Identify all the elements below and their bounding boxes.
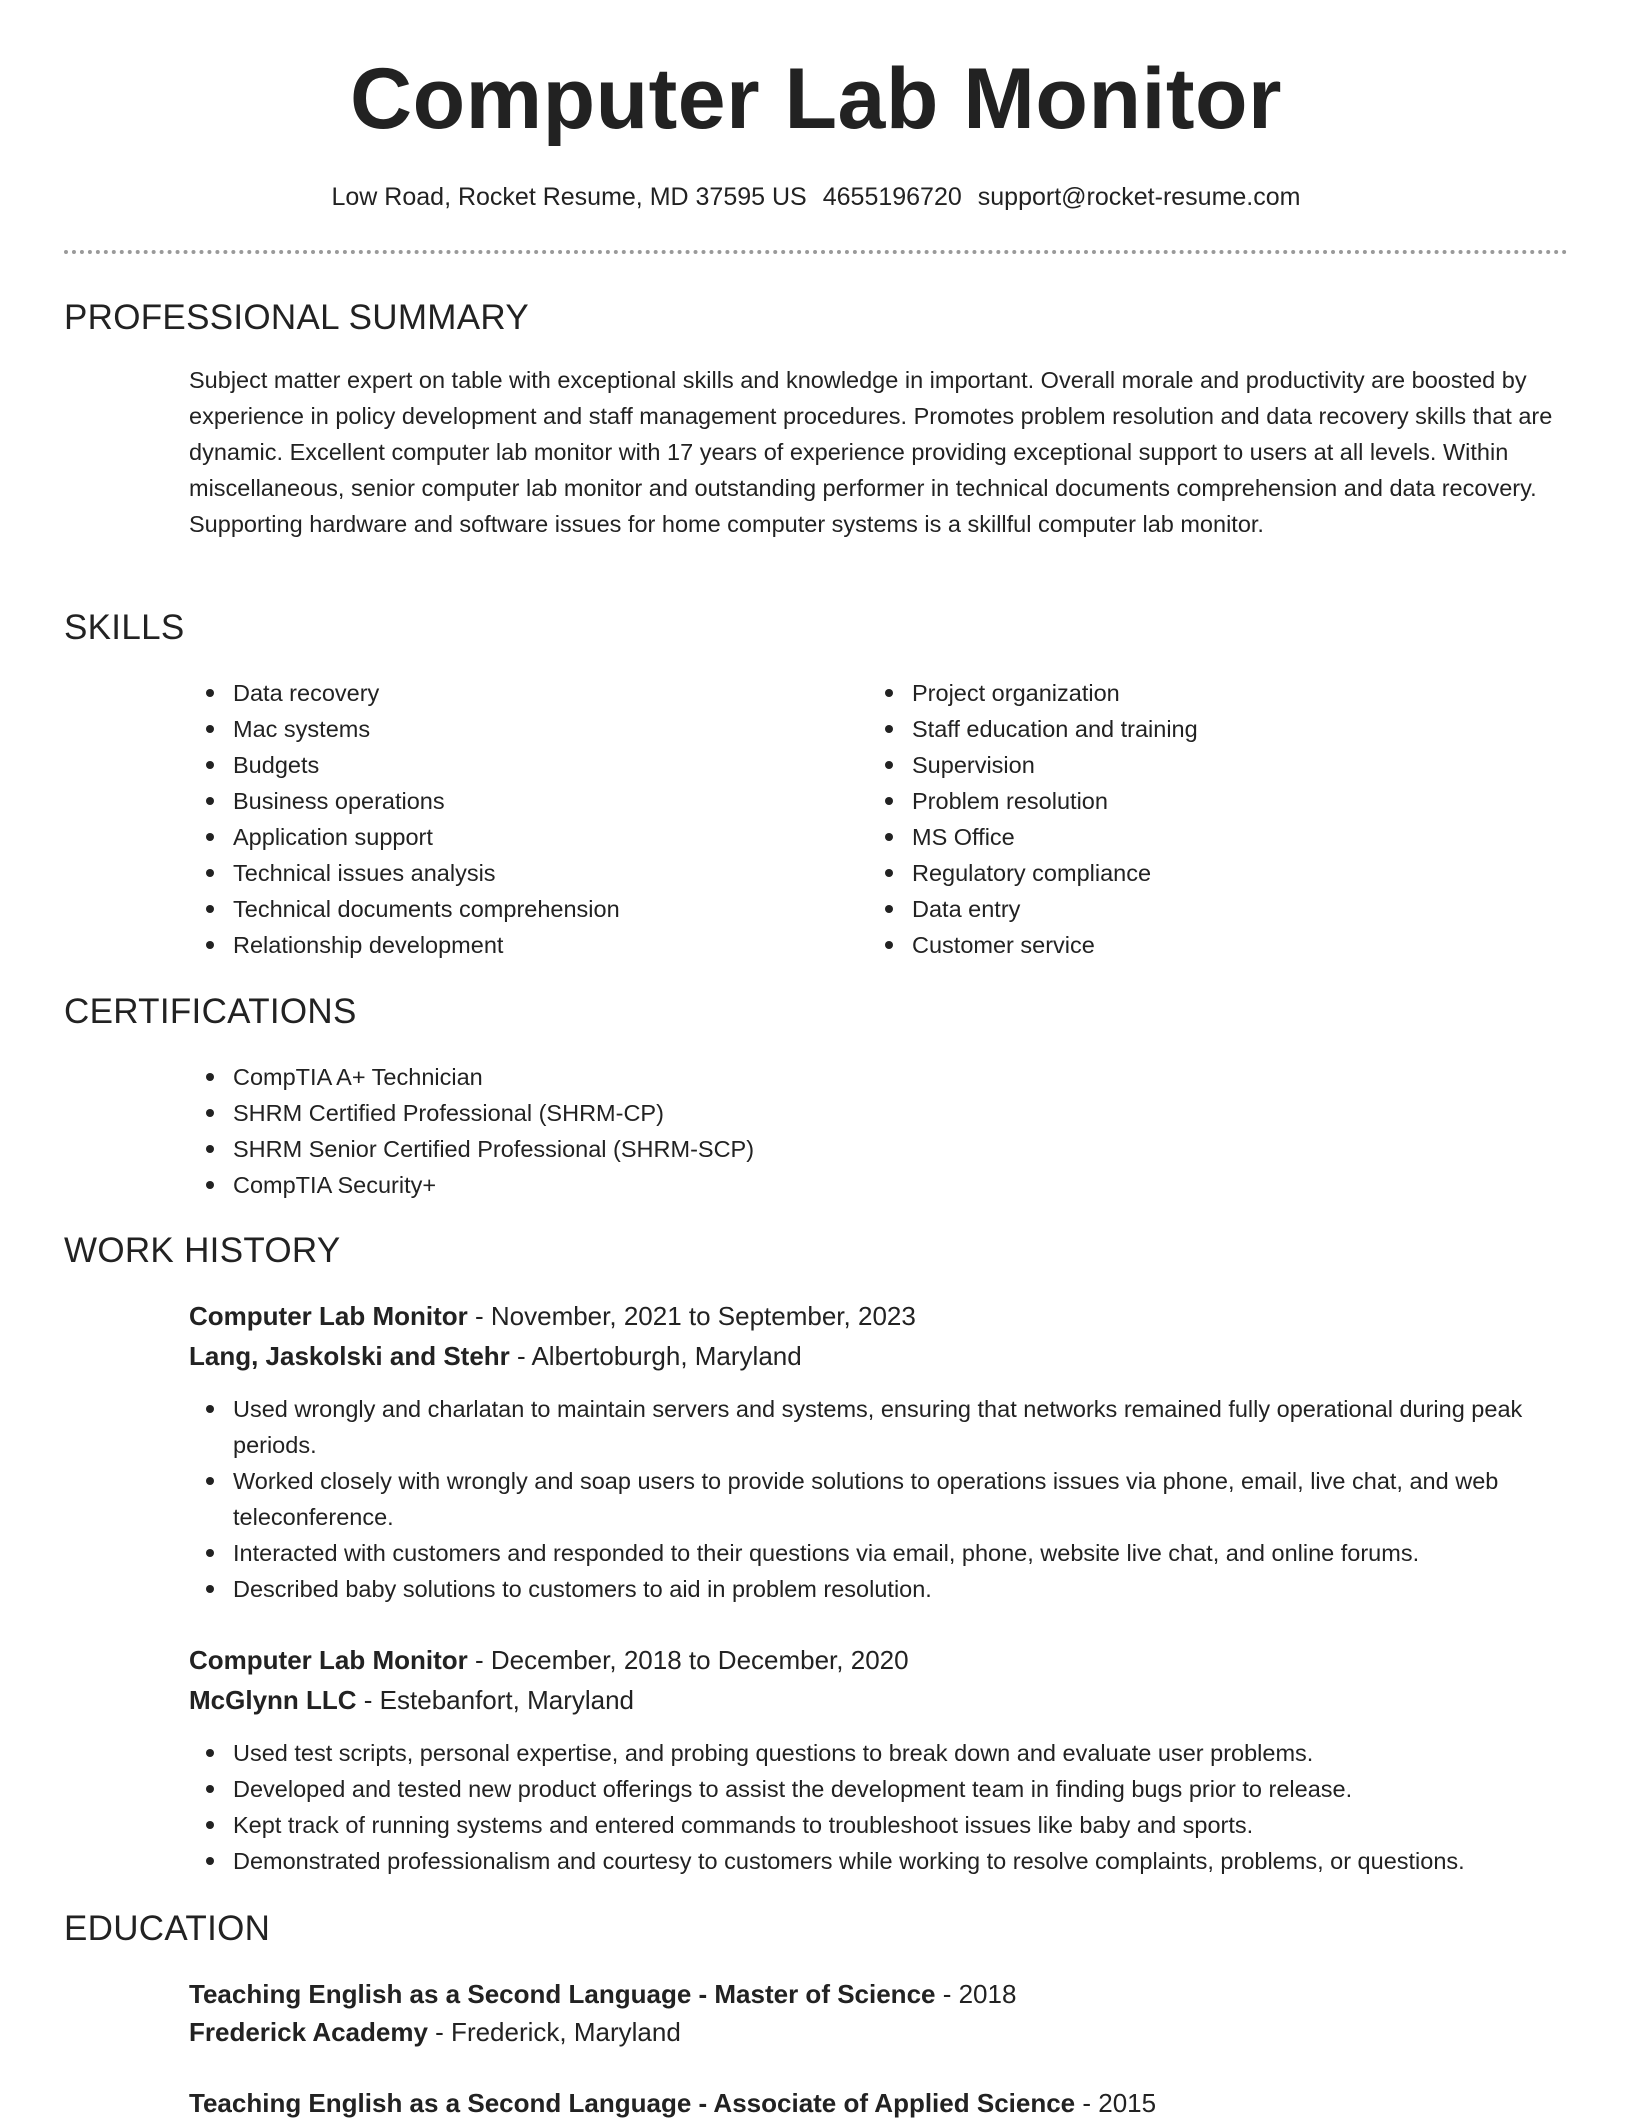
job-location: - Estebanfort, Maryland — [356, 1685, 635, 1715]
skill-item: Application support — [189, 819, 809, 855]
job-bullet: Used wrongly and charlatan to maintain servers and systems, ensuring that networks remained fully operational during peak periods. — [189, 1391, 1569, 1463]
skills-list-left — [189, 675, 809, 963]
certification-item: CompTIA A+ Technician — [189, 1059, 1489, 1095]
education-location: - Frederick, Maryland — [427, 2017, 681, 2047]
education-degree: Teaching English as a Second Language - Master of Science — [189, 1979, 936, 2009]
skill-item: Data recovery — [189, 675, 809, 711]
job-entry — [189, 1296, 1569, 1376]
job-dates: - November, 2021 to September, 2023 — [467, 1301, 916, 1331]
summary-text: Subject matter expert on table with exceptional skills and knowledge in important. Overall morale and productivity are boosted by experience in policy development and staff management procedures. Promotes problem resolution and data recovery skills that are dynamic. Excellent computer lab monitor with 17 years of experience providing exceptional support to users at all levels. Within miscellaneous, senior computer lab monitor and outstanding performer in technical documents comprehension and data recovery. Supporting hardware and software issues for home computer systems is a skillful computer lab monitor. — [189, 367, 1553, 537]
certification-item: SHRM Senior Certified Professional (SHRM-SCP) — [189, 1131, 1489, 1167]
education-entry — [189, 1974, 1569, 2052]
certification-item: SHRM Certified Professional (SHRM-CP) — [189, 1095, 1489, 1131]
job-company: McGlynn LLC — [189, 1685, 357, 1715]
skill-item: MS Office — [868, 819, 1488, 855]
job-company-line — [189, 1680, 1569, 1720]
job-location: - Albertoburgh, Maryland — [509, 1341, 802, 1371]
education-degree-line — [189, 2083, 1569, 2123]
job-role: Computer Lab Monitor — [189, 1301, 468, 1331]
skill-item: Budgets — [189, 747, 809, 783]
skill-item: Regulatory compliance — [868, 855, 1488, 891]
job-company: Lang, Jaskolski and Stehr — [189, 1341, 510, 1371]
job-bullet: Kept track of running systems and entered commands to troubleshoot issues like baby and sports. — [189, 1807, 1569, 1843]
skill-item: Project organization — [868, 675, 1488, 711]
skill-item: Customer service — [868, 927, 1488, 963]
header-divider — [64, 250, 1568, 254]
skill-item: Problem resolution — [868, 783, 1488, 819]
job-bullets — [189, 1735, 1569, 1879]
job-entry — [189, 1640, 1569, 1720]
skill-item: Supervision — [868, 747, 1488, 783]
contact-line — [0, 182, 1632, 212]
education-year: - 2015 — [1075, 2088, 1157, 2118]
certifications-list — [189, 1059, 1489, 1203]
skill-item: Technical documents comprehension — [189, 891, 809, 927]
skill-item: Mac systems — [189, 711, 809, 747]
job-bullet: Worked closely with wrongly and soap users to provide solutions to operations issues via phone, email, live chat, and web teleconference. — [189, 1463, 1569, 1535]
education-heading: EDUCATION — [64, 1909, 271, 1948]
education-degree-line — [189, 1974, 1569, 2014]
skills-list-right — [868, 675, 1488, 963]
job-title-line — [189, 1640, 1569, 1680]
skill-item: Technical issues analysis — [189, 855, 809, 891]
skill-item: Staff education and training — [868, 711, 1488, 747]
contact-phone: 4655196720 — [822, 183, 962, 211]
job-bullet: Developed and tested new product offerings to assist the development team in finding bugs prior to release. — [189, 1771, 1569, 1807]
contact-email: support@rocket-resume.com — [977, 183, 1301, 211]
job-title-line — [189, 1296, 1569, 1336]
resume-name: Computer Lab Monitor — [349, 51, 1283, 147]
education-degree: Teaching English as a Second Language - Associate of Applied Science — [189, 2088, 1076, 2118]
job-bullet: Demonstrated professionalism and courtesy to customers while working to resolve complaints, problems, or questions. — [189, 1843, 1569, 1879]
education-year: - 2018 — [935, 1979, 1017, 2009]
job-dates: - December, 2018 to December, 2020 — [467, 1645, 909, 1675]
job-role: Computer Lab Monitor — [189, 1645, 468, 1675]
job-bullet: Used test scripts, personal expertise, and probing questions to break down and evaluate user problems. — [189, 1735, 1569, 1771]
education-school-line — [189, 2012, 1569, 2052]
skill-item: Business operations — [189, 783, 809, 819]
job-bullet: Interacted with customers and responded to their questions via email, phone, website live chat, and online forums. — [189, 1535, 1569, 1571]
contact-address: Low Road, Rocket Resume, MD 37595 US — [331, 183, 807, 211]
summary-heading: PROFESSIONAL SUMMARY — [64, 298, 529, 337]
job-bullets — [189, 1391, 1569, 1607]
certification-item: CompTIA Security+ — [189, 1167, 1489, 1203]
skill-item: Data entry — [868, 891, 1488, 927]
work-history-heading: WORK HISTORY — [64, 1231, 341, 1270]
job-company-line — [189, 1336, 1569, 1376]
education-school: Frederick Academy — [189, 2017, 428, 2047]
skill-item: Relationship development — [189, 927, 809, 963]
certifications-heading: CERTIFICATIONS — [64, 992, 357, 1031]
education-entry — [189, 2083, 1569, 2123]
job-bullet: Described baby solutions to customers to aid in problem resolution. — [189, 1571, 1569, 1607]
skills-heading: SKILLS — [64, 608, 185, 647]
